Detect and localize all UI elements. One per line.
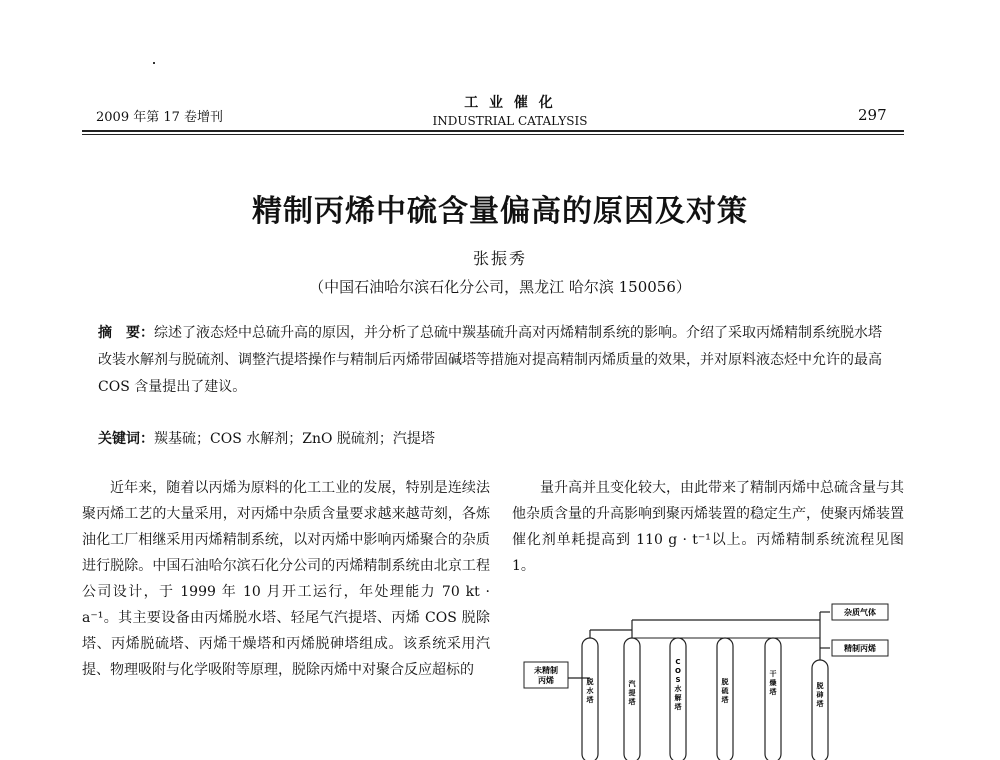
tower-dearsenic — [812, 660, 828, 760]
abstract-text: 综述了液态烃中总硫升高的原因，并分析了总硫中羰基硫升高对丙烯精制系统的影响。介绍了采取丙烯精制系统脱水塔改装水解剂与脱硫剂、调整汽提塔操作与精制后丙烯带固碱塔等措施对提高精制丙烯质量的效果，并对原料液态烃中允许的最高 COS 含量提出了建议。 — [98, 325, 882, 395]
tower-label: 干燥塔 — [769, 670, 777, 696]
feed-label-line1: 未精制 — [534, 666, 558, 675]
journal-name — [380, 92, 640, 128]
article-affiliation: （中国石油哈尔滨石化分公司，黑龙江 哈尔滨 150056） — [309, 278, 691, 296]
tower-body — [812, 660, 828, 760]
body-column-right — [512, 475, 904, 579]
feed-label-line2: 丙烯 — [538, 676, 554, 685]
impurity-gas-label: 杂质气体 — [844, 608, 876, 617]
journal-name-en: INDUSTRIAL CATALYSIS — [432, 114, 588, 128]
keywords — [98, 428, 893, 448]
tower-label: 脱硫塔 — [721, 678, 729, 704]
tower-dehydration — [582, 638, 598, 760]
article-author: 张振秀 — [472, 249, 527, 268]
body-paragraph-left: 近年来，随着以丙烯为原料的化工工业的发展，特别是连续法聚丙烯工艺的大量采用，对丙烯中杂质含量要求越来越苛刻，各炼油化工厂相继采用丙烯精制系统，以对丙烯中影响丙烯聚合的杂质进行脱除。中国石油哈尔滨石化分公司的丙烯精制系统由北京工程公司设计，于 1999 年 10 月开工运行，年处理能力 70 kt · a⁻¹。其主要设备由丙烯脱水塔、轻尾气汽提塔、丙烯 COS 脱除塔、丙烯脱硫塔、丙烯干燥塔和丙烯脱砷塔组成。该系统采用汽提、物理吸附与化学吸附等原理，脱除丙烯中对聚合反应超标的 — [82, 480, 490, 678]
refined-propylene-label: 精制丙烯 — [844, 644, 876, 653]
article-title: 精制丙烯中硫含量偏高的原因及对策 — [252, 194, 748, 229]
tower-drying — [765, 638, 781, 760]
journal-issue: 2009 年第 17 卷增刊 — [96, 110, 224, 125]
tower-body — [765, 638, 781, 760]
header-rule-thin — [82, 134, 904, 135]
tower-stripper — [624, 638, 640, 760]
header-rule-thick — [82, 130, 904, 132]
tower-label: 脱砷塔 — [816, 682, 824, 708]
tower-desulfurization — [717, 638, 733, 760]
abstract — [98, 320, 893, 401]
tower-label: C O S 水解塔 — [674, 658, 682, 711]
process-flow-figure — [520, 600, 904, 760]
stray-dot — [153, 62, 155, 64]
tower-cos-hydrolysis — [670, 638, 686, 760]
journal-name-cn: 工 业 催 化 — [464, 95, 556, 111]
tower-label: 汽提塔 — [628, 680, 636, 706]
keywords-label: 关键词： — [98, 431, 154, 447]
abstract-label: 摘 要： — [98, 325, 154, 341]
body-column-left — [82, 475, 490, 683]
body-paragraph-right: 量升高并且变化较大，由此带来了精制丙烯中总硫含量与其他杂质含量的升高影响到聚丙烯装置的稳定生产，使聚丙烯装置催化剂单耗提高到 110 g · t⁻¹以上。丙烯精制系统流程见图 1。 — [512, 480, 904, 574]
keywords-text: 羰基硫；COS 水解剂；ZnO 脱硫剂；汽提塔 — [154, 431, 435, 447]
page-number: 297 — [858, 106, 887, 124]
tower-label: 脱水塔 — [586, 678, 594, 704]
